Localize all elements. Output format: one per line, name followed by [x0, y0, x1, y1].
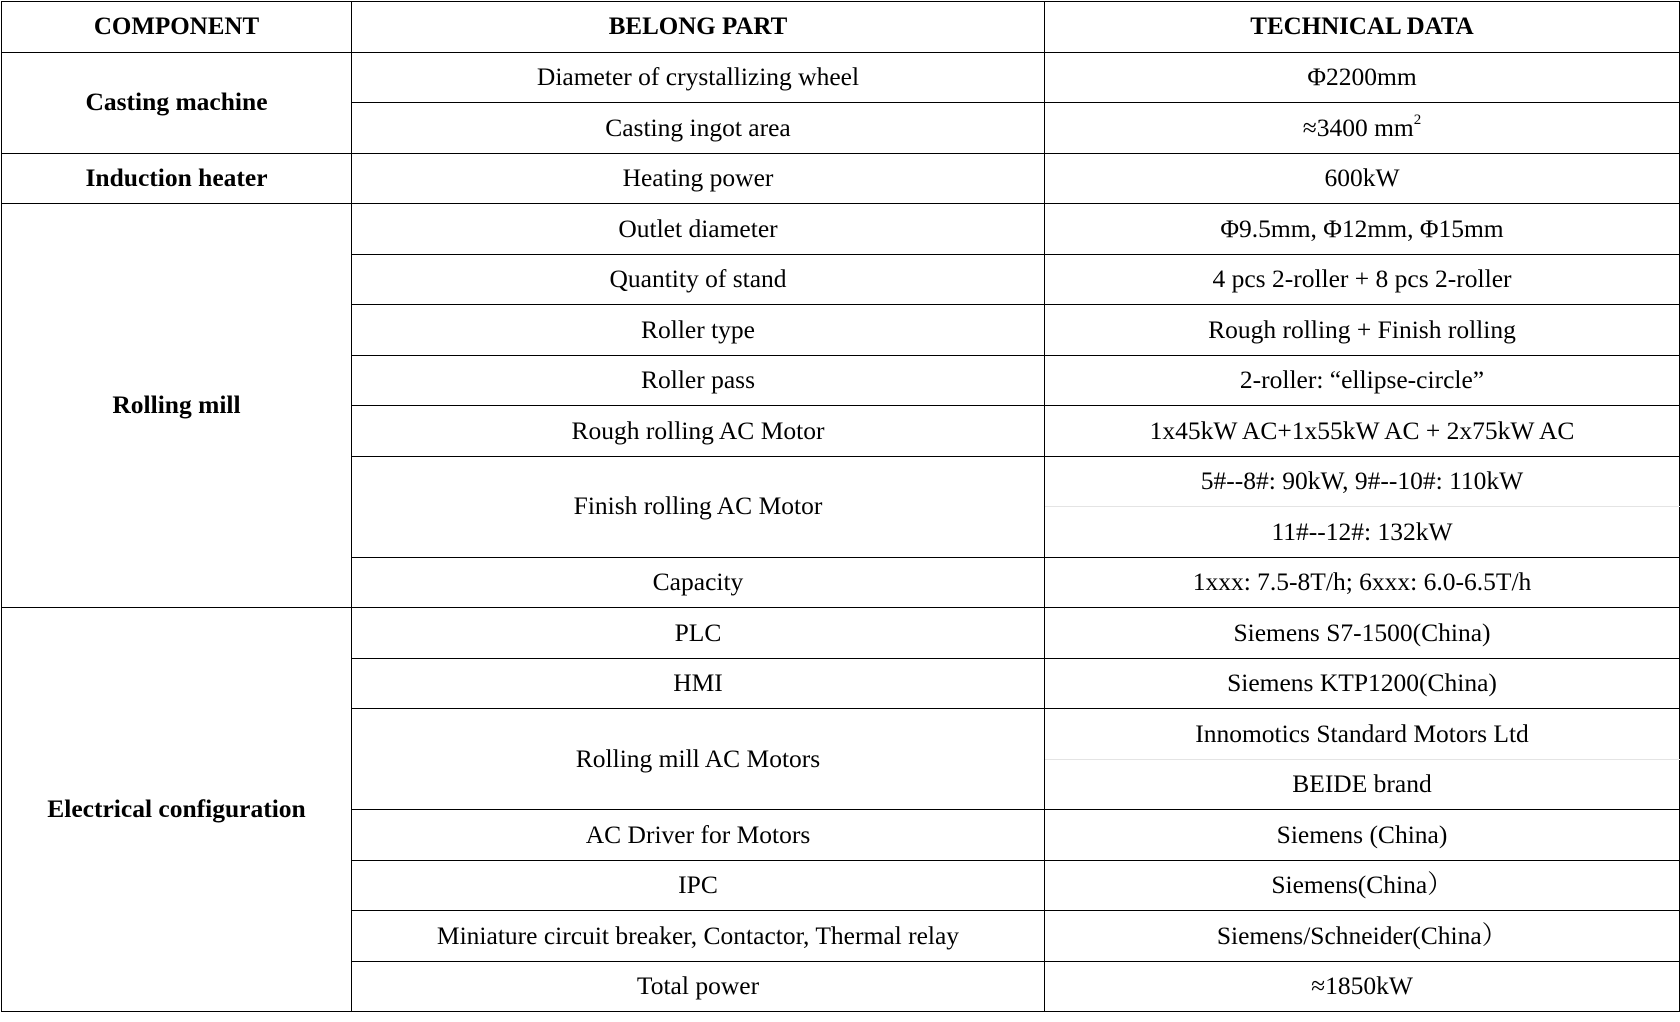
technical-data-cell: 1x45kW AC+1x55kW AC + 2x75kW AC: [1045, 406, 1680, 457]
belong-part-cell: Rough rolling AC Motor: [352, 406, 1045, 457]
belong-part-cell: Finish rolling AC Motor: [352, 456, 1045, 557]
belong-part-cell: Quantity of stand: [352, 254, 1045, 305]
belong-part-cell: PLC: [352, 608, 1045, 659]
technical-data-cell: Siemens (China): [1045, 810, 1680, 861]
belong-part-cell: Roller type: [352, 305, 1045, 356]
header-technical-data: TECHNICAL DATA: [1045, 2, 1680, 53]
component-rolling-mill: Rolling mill: [2, 204, 352, 608]
belong-part-cell: Casting ingot area: [352, 103, 1045, 154]
belong-part-cell: Total power: [352, 961, 1045, 1012]
technical-data-cell: Rough rolling + Finish rolling: [1045, 305, 1680, 356]
technical-data-cell: Siemens(China）: [1045, 860, 1680, 911]
component-induction-heater: Induction heater: [2, 153, 352, 204]
casting-area-superscript: 2: [1413, 111, 1422, 128]
belong-part-cell: Heating power: [352, 153, 1045, 204]
belong-part-cell: HMI: [352, 658, 1045, 709]
belong-part-cell: Roller pass: [352, 355, 1045, 406]
table-row: [2, 153, 1680, 204]
header-row: [2, 2, 1680, 53]
technical-data-cell: 600kW: [1045, 153, 1680, 204]
technical-data-cell: Φ9.5mm, Φ12mm, Φ15mm: [1045, 204, 1680, 255]
belong-part-cell: Capacity: [352, 557, 1045, 608]
technical-data-cell: Siemens S7-1500(China): [1045, 608, 1680, 659]
technical-data-cell: 2-roller: “ellipse-circle”: [1045, 355, 1680, 406]
belong-part-cell: AC Driver for Motors: [352, 810, 1045, 861]
belong-part-cell: IPC: [352, 860, 1045, 911]
technical-spec-table: [1, 1, 1680, 1012]
technical-data-cell: Φ2200mm: [1045, 52, 1680, 103]
technical-data-cell: BEIDE brand: [1045, 759, 1680, 810]
component-casting-machine: Casting machine: [2, 52, 352, 153]
belong-part-cell: Rolling mill AC Motors: [352, 709, 1045, 810]
casting-area-value: ≈3400 mm: [1302, 112, 1414, 142]
technical-data-cell: [1045, 103, 1680, 154]
technical-data-cell: 4 pcs 2-roller + 8 pcs 2-roller: [1045, 254, 1680, 305]
header-belong-part: BELONG PART: [352, 2, 1045, 53]
technical-data-cell: ≈1850kW: [1045, 961, 1680, 1012]
table-row: [2, 608, 1680, 659]
technical-data-cell: 1xxx: 7.5-8T/h; 6xxx: 6.0-6.5T/h: [1045, 557, 1680, 608]
technical-data-cell: Innomotics Standard Motors Ltd: [1045, 709, 1680, 760]
header-component: COMPONENT: [2, 2, 352, 53]
technical-data-cell: 5#--8#: 90kW, 9#--10#: 110kW: [1045, 456, 1680, 507]
belong-part-cell: Outlet diameter: [352, 204, 1045, 255]
technical-data-cell: Siemens/Schneider(China）: [1045, 911, 1680, 962]
table-row: [2, 52, 1680, 103]
belong-part-cell: Diameter of crystallizing wheel: [352, 52, 1045, 103]
component-electrical-configuration: Electrical configuration: [2, 608, 352, 1012]
belong-part-cell: Miniature circuit breaker, Contactor, Thermal relay: [352, 911, 1045, 962]
technical-data-cell: 11#--12#: 132kW: [1045, 507, 1680, 558]
technical-data-cell: Siemens KTP1200(China): [1045, 658, 1680, 709]
table-row: [2, 204, 1680, 255]
